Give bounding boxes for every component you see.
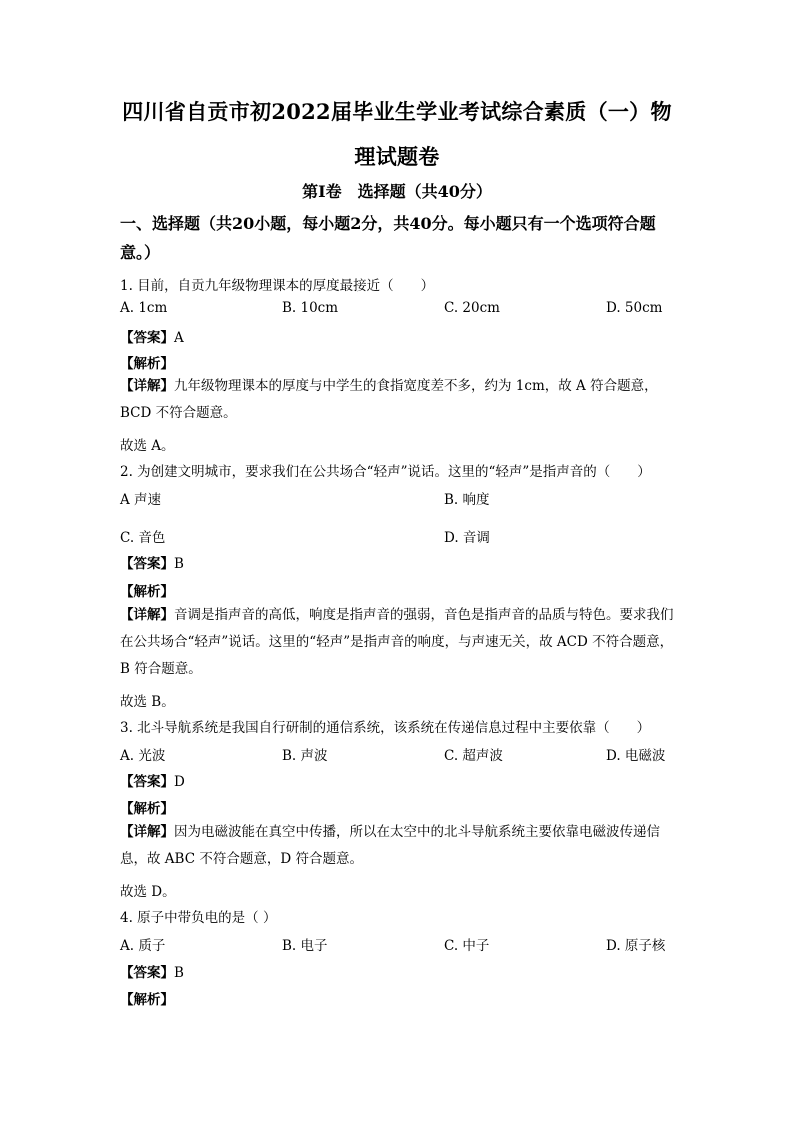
question-1-option-c: C. 20cm bbox=[444, 300, 500, 316]
question-1-option-d: D. 50cm bbox=[606, 300, 663, 316]
question-1-answer bbox=[120, 326, 184, 346]
answer-value: B bbox=[174, 556, 184, 572]
question-1-conclusion: 故选 A。 bbox=[120, 438, 175, 454]
question-2-conclusion: 故选 B。 bbox=[120, 694, 175, 710]
question-3-analysis-tag: 【解析】 bbox=[120, 801, 174, 817]
document-title-line-2: 理试题卷 bbox=[354, 144, 440, 169]
question-4-option-b: B. 电子 bbox=[282, 938, 328, 954]
answer-value: D bbox=[174, 774, 185, 790]
question-1-detail bbox=[120, 373, 680, 427]
question-3-detail bbox=[120, 819, 680, 873]
question-2-analysis-tag: 【解析】 bbox=[120, 584, 174, 600]
question-3-stem: 3. 北斗导航系统是我国自行研制的通信系统，该系统在传递信息过程中主要依靠（ ） bbox=[120, 720, 651, 736]
question-4-option-d: D. 原子核 bbox=[606, 938, 666, 954]
question-4-option-c: C. 中子 bbox=[444, 938, 490, 954]
question-2-option-d: D. 音调 bbox=[444, 530, 490, 546]
question-2-answer bbox=[120, 552, 184, 572]
detail-tag: 【详解】 bbox=[120, 607, 174, 623]
answer-tag: 【答案】 bbox=[120, 556, 174, 572]
question-3-answer bbox=[120, 770, 185, 790]
question-2-stem: 2. 为创建文明城市，要求我们在公共场合“轻声”说话。这里的“轻声”是指声音的（ ） bbox=[120, 464, 651, 480]
answer-tag: 【答案】 bbox=[120, 965, 174, 981]
document-title-line-1: 四川省自贡市初2022届毕业生学业考试综合素质（一）物 bbox=[122, 99, 672, 124]
question-4-answer bbox=[120, 961, 184, 981]
detail-text: 音调是指声音的高低，响度是指声音的强弱，音色是指声音的品质与特色。要求我们在公共场合“轻声”说话。这里的“轻声”是指声音的响度，与声速无关，故 ACD 不符合题意，B 符合题意。 bbox=[120, 607, 674, 677]
question-2-option-b: B. 响度 bbox=[444, 492, 490, 508]
answer-value: A bbox=[174, 330, 184, 346]
detail-text: 九年级物理课本的厚度与中学生的食指宽度差不多，约为 1cm，故 A 符合题意，BCD 不符合题意。 bbox=[120, 378, 658, 421]
question-3-option-d: D. 电磁波 bbox=[606, 748, 666, 764]
question-2-option-c: C. 音色 bbox=[120, 530, 166, 546]
question-4-analysis-tag: 【解析】 bbox=[120, 992, 174, 1008]
section-heading: 一、选择题（共20小题，每小题2分，共40分。每小题只有一个选项符合题意。） bbox=[120, 214, 656, 262]
answer-value: B bbox=[174, 965, 184, 981]
detail-tag: 【详解】 bbox=[120, 378, 174, 394]
question-1-option-b: B. 10cm bbox=[282, 300, 339, 316]
question-4-option-a: A. 质子 bbox=[120, 938, 166, 954]
question-2-option-a: A 声速 bbox=[120, 492, 162, 508]
answer-tag: 【答案】 bbox=[120, 330, 174, 346]
question-1-stem: 1. 目前，自贡九年级物理课本的厚度最接近（ ） bbox=[120, 278, 435, 294]
question-1-analysis-tag: 【解析】 bbox=[120, 356, 174, 372]
detail-tag: 【详解】 bbox=[120, 824, 174, 840]
detail-text: 因为电磁波能在真空中传播，所以在太空中的北斗导航系统主要依靠电磁波传递信息，故 ABC 不符合题意，D 符合题意。 bbox=[120, 824, 660, 867]
question-3-conclusion: 故选 D。 bbox=[120, 884, 176, 900]
question-4-stem: 4. 原子中带负电的是（ ） bbox=[120, 910, 277, 926]
part-heading: 第Ⅰ卷 选择题（共40分） bbox=[302, 182, 492, 201]
question-3-option-b: B. 声波 bbox=[282, 748, 328, 764]
question-3-option-c: C. 超声波 bbox=[444, 748, 503, 764]
question-3-option-a: A. 光波 bbox=[120, 748, 166, 764]
question-1-option-a: A. 1cm bbox=[120, 300, 168, 316]
answer-tag: 【答案】 bbox=[120, 774, 174, 790]
question-2-detail bbox=[120, 602, 680, 683]
